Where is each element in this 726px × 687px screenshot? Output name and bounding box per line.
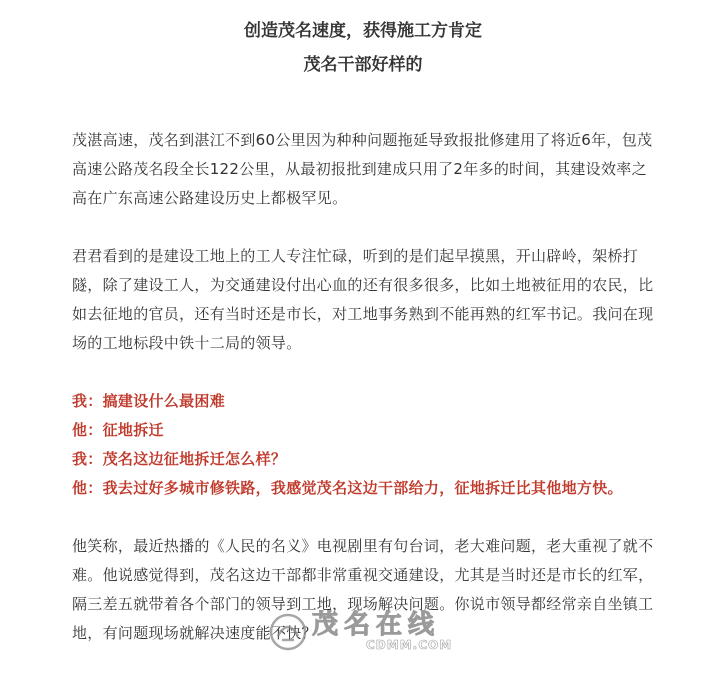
- paragraph-1: 茂湛高速，茂名到湛江不到60公里因为种种问题拖延导致报批修建用了将近6年，包茂高速公路茂名段全长122公里，从最初报批到建成只用了2年多的时间，其建设效率之高在广东高速公路建设历史上都极罕见。: [72, 131, 653, 207]
- paragraph-2: 君君看到的是建设工地上的工人专注忙碌，听到的是们起早摸黑，开山辟岭，架桥打隧，除了建设工人，为交通建设付出心血的还有很多很多，比如土地被征用的农民，比如去征地的官员，还有当时还是市长，对工地事务熟到不能再熟的红军书记。我问在现场的工地标段中铁十二局的领导。: [72, 247, 654, 352]
- dialogue-line: 我：茂名这边征地拆迁怎么样？: [72, 450, 287, 468]
- title-line-2: 茂名干部好样的: [303, 55, 423, 75]
- watermark-text: 茂名在线: [312, 610, 441, 640]
- article-title: [0, 14, 726, 82]
- dialogue-line: 我：搞建设什么最困难: [72, 392, 226, 410]
- dialogue-block: [72, 387, 654, 503]
- watermark-subtext: CDMM.COM: [366, 638, 453, 652]
- title-line-1: 创造茂名速度，获得施工方肯定: [244, 21, 482, 41]
- paragraph-3: 他笑称，最近热播的《人民的名义》电视剧里有句台词，老大难问题，老大重视了就不难。他说感觉得到，茂名这边干部都非常重视交通建设，尤其是当时还是市长的红军，隔三差五就带着各个部门的领导到工地，现场解决问题。你说市领导都经常亲自坐镇工地，有问题现场就解决速度能不快？: [72, 537, 654, 642]
- dialogue-line: 他：征地拆迁: [72, 421, 164, 439]
- dialogue-line: 他：我去过好多城市修铁路，我感觉茂名这边干部给力，征地拆迁比其他地方快。: [72, 479, 623, 497]
